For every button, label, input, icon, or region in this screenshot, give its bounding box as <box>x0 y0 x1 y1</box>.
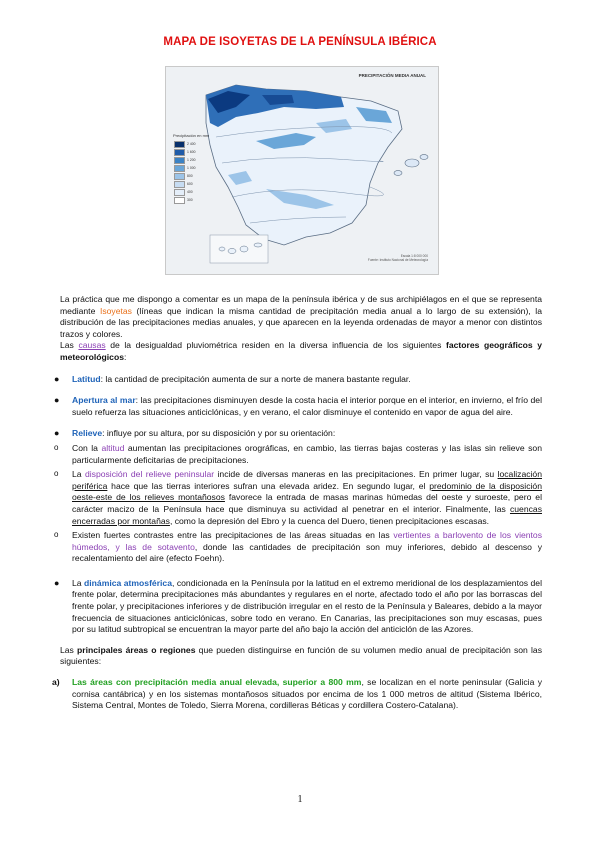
circle-bullet-icon: o <box>54 530 59 540</box>
item-marker: a) <box>52 677 60 688</box>
intro-paragraph: La práctica que me dispongo a comentar es un mapa de la península ibérica y de sus archipiélagos en el que se representa mediante Isoyetas (líneas que indican la misma cantidad de precipitación media anual a lo largo de su extensión), la distribución de las precipitaciones medias anuales, y que aparecen en la leyenda ordenadas de mayor a menor con distintos trazos y colores. <box>60 294 542 339</box>
legend-swatch: 2 400 <box>174 141 196 148</box>
precipitation-map <box>165 66 439 275</box>
list-item-apertura: ● Apertura al mar: las precipitaciones disminuyen desde la costa hacia el interior porque en el interior, en invierno, el frío del suelo refuerza las situaciones anticiclónicas, y en verano, el calor disminuye el contenido en vapor de agua del aire. <box>54 395 542 417</box>
bullet-icon: ● <box>54 395 60 406</box>
list-item-area-a: a) Las áreas con precipitación media anual elevada, superior a 800 mm, se localizan en el norte peninsular (Galicia y cornisa cantábrica) y en los sistemas montañosos situados por encima de los 1 000 metros de altitud (Sistema Ibérico, Sistema Central, Montes de Toledo, Sierra Morena, cordilleras Béticas y cordillera Costero-Catalana). <box>52 677 542 711</box>
legend-title: Precipitación en mm <box>173 133 210 138</box>
map-title: PRECIPITACIÓN MEDIA ANUAL <box>358 73 426 78</box>
sublist-item-contrastes: o Existen fuertes contrastes entre las precipitaciones de las áreas situadas en las vertientes a barlovento de los vientos húmedos, y las de sotavento, donde las cantidades de precipitación son muy inferiores, debido al descenso y recalentamiento del aire (efecto Foehn). <box>54 530 542 564</box>
legend-swatch: 1 200 <box>174 157 196 164</box>
circle-bullet-icon: o <box>54 469 59 479</box>
page-number: 1 <box>297 794 303 805</box>
legend-swatch: 600 <box>174 181 196 188</box>
page-title: MAPA DE ISOYETAS DE LA PENÍNSULA IBÉRICA <box>163 36 437 48</box>
bullet-icon: ● <box>54 428 60 439</box>
legend-swatch: 1 600 <box>174 149 196 156</box>
circle-bullet-icon: o <box>54 442 59 452</box>
list-item-latitud: ● Latitud: la cantidad de precipitación aumenta de sur a norte de manera bastante regular. <box>54 373 411 384</box>
legend-swatch: 400 <box>174 189 196 196</box>
sublist-item-altitud: o Con la altitud aumentan las precipitaciones orográficas, en cambio, las tierras bajas costeras y las islas sin relieve son particularmente deficitarias de precipitaciones. <box>54 442 542 465</box>
sublist-item-disposicion: o La disposición del relieve peninsular incide de diversas maneras en las precipitaciones. En primer lugar, su localización periférica hace que las tierras interiores sufran una elevada aridez. En segundo lugar, el predominio de la disposición oeste-este de los relieves montañosos favorece la entrada de masas marinas húmedas del oeste y suroeste, pero el carácter macizo de la Península hace que disminuya su actividad al penetrar en el interior. Finalmente, las cuencas encerradas por montañas, como la depresión del Ebro y la cuenca del Duero, tienen precipitaciones escasas. <box>54 469 542 526</box>
bullet-icon: ● <box>54 373 60 384</box>
legend-swatch: 300 <box>174 197 196 204</box>
map-source: Escala 1:8 000 000 Fuente: Instituto Nacional de Meteorología <box>367 254 428 262</box>
list-item-dinamica: ● La dinámica atmosférica, condicionada en la Península por la latitud en el extremo meridional de los desplazamientos del frente polar, determina precipitaciones más abundantes y regulares en el norte, afectado todo el año por las borrascas del frente polar, y precipitaciones inferiores y de distribución irregular en el resto de la Península y Baleares, debido a la mayor frecuencia de situaciones anticiclónicas, sobre todo en verano. En Canarias, las precipitaciones son muy escasas, pues por su latitud subtropical se encuentran la mayor parte del año bajo la acción del anticiclón de las Azores. <box>54 577 542 635</box>
iberia-isohyet-map-image <box>166 67 438 274</box>
document-body <box>52 294 542 712</box>
legend-swatch: 800 <box>174 173 196 180</box>
legend-swatch: 1 000 <box>174 165 196 172</box>
bullet-icon: ● <box>54 577 60 588</box>
map-legend <box>174 141 196 205</box>
list-item-relieve: ● Relieve: influye por su altura, por su disposición y por su orientación: <box>54 428 336 439</box>
regions-intro-paragraph: Las principales áreas o regiones que pueden distinguirse en función de su volumen medio anual de precipitación son las siguientes: <box>60 644 542 667</box>
causes-paragraph: Las causas de la desigualdad pluviométrica residen en la diversa influencia de los siguientes factores geográficos y meteorológicos: <box>60 340 543 362</box>
